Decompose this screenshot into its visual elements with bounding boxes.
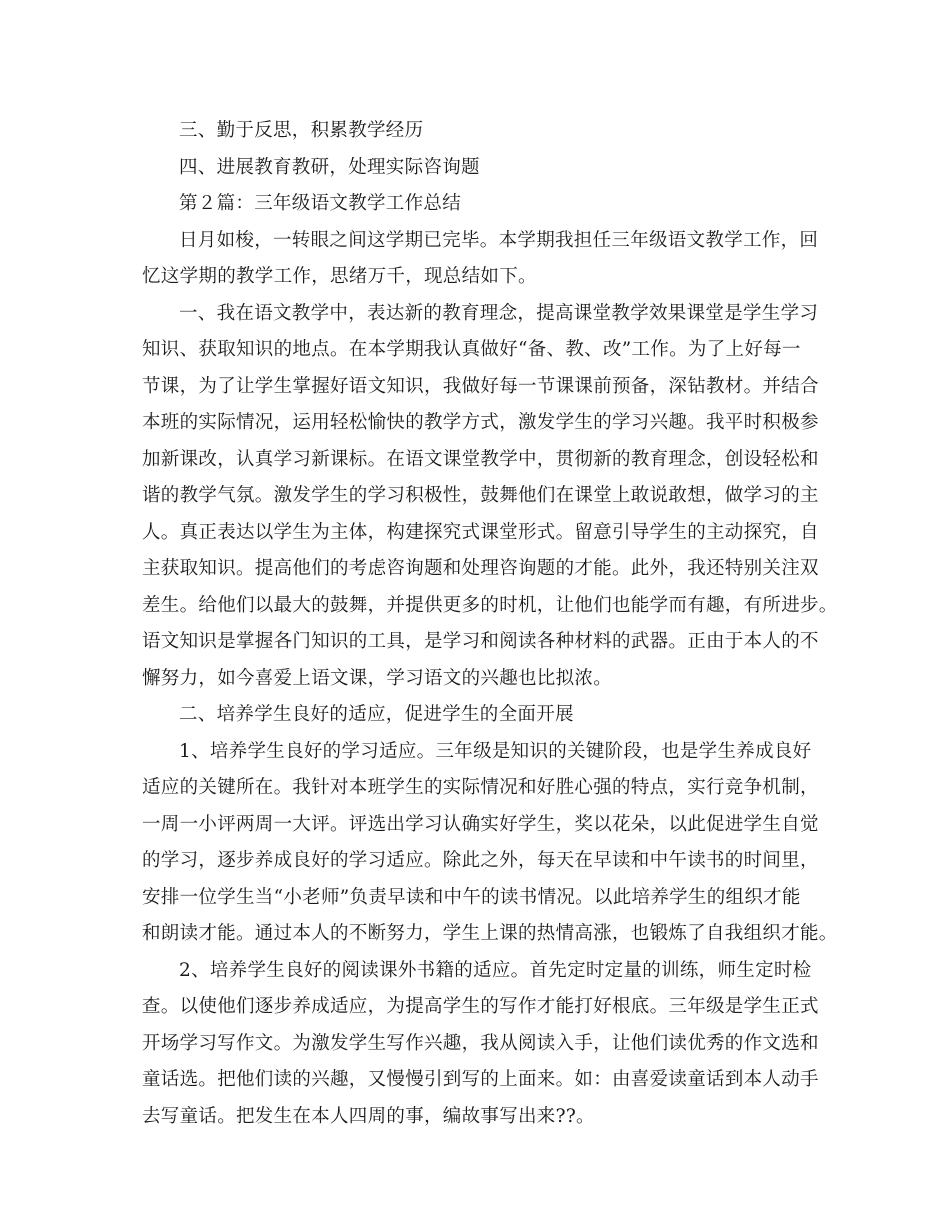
text-line: 和朗读才能。通过本人的不断努力，学生上课的热情高涨，也锻炼了自我组织才能。 <box>142 923 838 944</box>
text-line: 知识、获取知识的地点。在本学期我认真做好“备、教、改”工作。为了上好每一 <box>142 339 801 360</box>
text-line: 童话选。把他们读的兴趣，又慢慢引到写的上面来。如：由喜爱读童话到本人动手 <box>142 1069 819 1090</box>
text-line: 本班的实际情况，运用轻松愉快的教学方式，激发学生的学习兴趣。我平时积极参 <box>142 412 819 433</box>
text-line: 四、进展教育教研，处理实际咨询题 <box>179 156 480 178</box>
text-line: 懈努力，如今喜爱上语文课，学习语文的兴趣也比拟浓。 <box>142 667 613 689</box>
document-body <box>142 116 838 1138</box>
text-line: 谐的教学气氛。激发学生的学习积极性，鼓舞他们在课堂上敢说敢想，做学习的主 <box>142 485 819 506</box>
text-line: 三、勤于反思，积累教学经历 <box>179 120 424 141</box>
text-line: 查。以使他们逐步养成适应，为提高学生的写作才能打好根底。三年级是学生正式 <box>142 996 819 1017</box>
text-line: 一周一小评两周一大评。评选出学习认确实好学生，奖以花朵，以此促进学生自觉 <box>142 813 819 835</box>
text-line: 开场学习写作文。为激发学生写作兴趣，我从阅读入手，让他们读优秀的作文选和 <box>142 1032 819 1054</box>
text-line: 一、我在语文教学中，表达新的教育理念，提高课堂教学效果课堂是学生学习 <box>179 302 819 324</box>
text-line: 1、培养学生良好的学习适应。三年级是知识的关键阶段，也是学生养成良好 <box>179 740 812 762</box>
text-line: 二、培养学生良好的适应，促进学生的全面开展 <box>179 704 574 725</box>
text-line: 忆这学期的教学工作，思绪万千，现总结如下。 <box>142 266 537 287</box>
text-line: 去写童话。把发生在本人四周的事，编故事写出来??。 <box>142 1105 595 1127</box>
text-line: 差生。给他们以最大的鼓舞，并提供更多的时机，让他们也能学而有趣，有所进步。 <box>142 594 838 616</box>
text-line: 适应的关键所在。我针对本班学生的实际情况和好胜心强的特点，实行竞争机制， <box>142 777 819 798</box>
text-line: 语文知识是掌握各门知识的工具，是学习和阅读各种材料的武器。正由于本人的不 <box>142 631 819 652</box>
text-line: 2、培养学生良好的阅读课外书籍的适应。首先定时定量的训练，师生定时检 <box>179 959 812 981</box>
text-line: 的学习，逐步养成良好的学习适应。除此之外，每天在早读和中午读书的时间里， <box>142 850 819 871</box>
text-line: 人。真正表达以学生为主体，构建探究式课堂形式。留意引导学生的主动探究，自 <box>142 521 819 543</box>
text-line: 安排一位学生当“小老师”负责早读和中午的读书情况。以此培养学生的组织才能 <box>142 886 801 908</box>
text-line: 节课，为了让学生掌握好语文知识，我做好每一节课课前预备，深钻教材。并结合 <box>142 375 819 397</box>
text-line: 日月如梭，一转眼之间这学期已完毕。本学期我担任三年级语文教学工作，回 <box>179 229 819 251</box>
text-line: 第２篇：三年级语文教学工作总结 <box>179 193 462 214</box>
text-line: 加新课改，认真学习新课标。在语文课堂教学中，贯彻新的教育理念，创设轻松和 <box>142 448 819 470</box>
text-line: 主获取知识。提高他们的考虑咨询题和处理咨询题的才能。此外，我还特别关注双 <box>142 558 819 579</box>
